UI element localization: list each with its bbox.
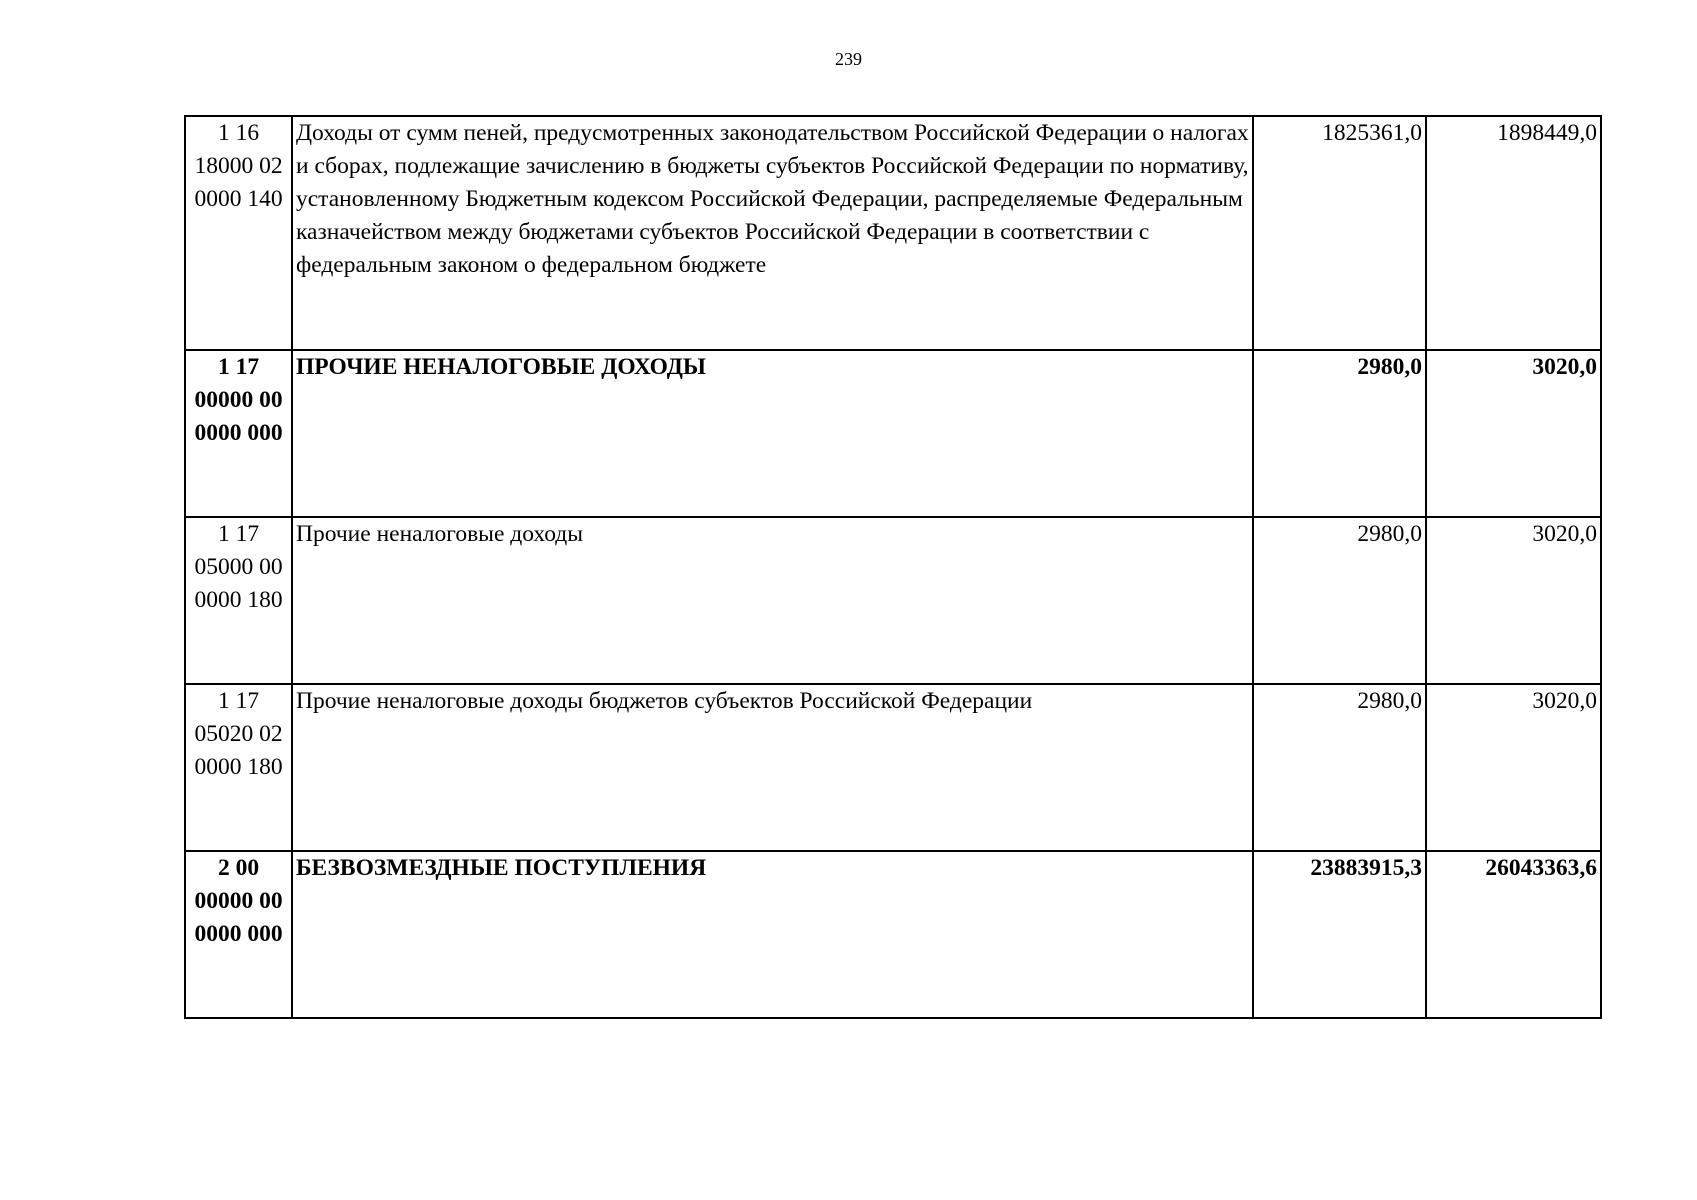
table-row — [185, 684, 1601, 851]
budget-code-cell: 2 00 00000 00 0000 000 — [185, 851, 292, 1018]
amount-year-1-cell: 1825361,0 — [1253, 116, 1426, 350]
amount-year-2-cell: 3020,0 — [1426, 684, 1601, 851]
page-number: 239 — [835, 49, 862, 69]
amount-year-2-cell: 1898449,0 — [1426, 116, 1601, 350]
amount-year-2-cell: 3020,0 — [1426, 350, 1601, 517]
table-row — [185, 116, 1601, 350]
amount-year-1-cell: 23883915,3 — [1253, 851, 1426, 1018]
table-row — [185, 517, 1601, 684]
table-row — [185, 350, 1601, 517]
budget-revenue-table — [184, 115, 1602, 1019]
revenue-name-cell: Прочие неналоговые доходы — [292, 517, 1253, 684]
budget-code-cell: 1 17 05020 02 0000 180 — [185, 684, 292, 851]
revenue-name-cell: Доходы от сумм пеней, предусмотренных законодательством Российской Федерации о налогах и сборах, подлежащие зачислению в бюджеты субъектов Российской Федерации по нормативу, установленному Бюджетным кодексом Российской Федерации, распределяемые Федеральным казначейством между бюджетами субъектов Российской Федерации в соответствии с федеральным законом о федеральном бюджете — [292, 116, 1253, 350]
amount-year-2-cell: 3020,0 — [1426, 517, 1601, 684]
budget-code-cell: 1 17 05000 00 0000 180 — [185, 517, 292, 684]
amount-year-1-cell: 2980,0 — [1253, 684, 1426, 851]
budget-code-cell: 1 16 18000 02 0000 140 — [185, 116, 292, 350]
amount-year-2-cell: 26043363,6 — [1426, 851, 1601, 1018]
amount-year-1-cell: 2980,0 — [1253, 517, 1426, 684]
table-row — [185, 851, 1601, 1018]
revenue-name-cell: Прочие неналоговые доходы бюджетов субъектов Российской Федерации — [292, 684, 1253, 851]
revenue-name-cell: БЕЗВОЗМЕЗДНЫЕ ПОСТУПЛЕНИЯ — [292, 851, 1253, 1018]
amount-year-1-cell: 2980,0 — [1253, 350, 1426, 517]
revenue-name-cell: ПРОЧИЕ НЕНАЛОГОВЫЕ ДОХОДЫ — [292, 350, 1253, 517]
budget-code-cell: 1 17 00000 00 0000 000 — [185, 350, 292, 517]
